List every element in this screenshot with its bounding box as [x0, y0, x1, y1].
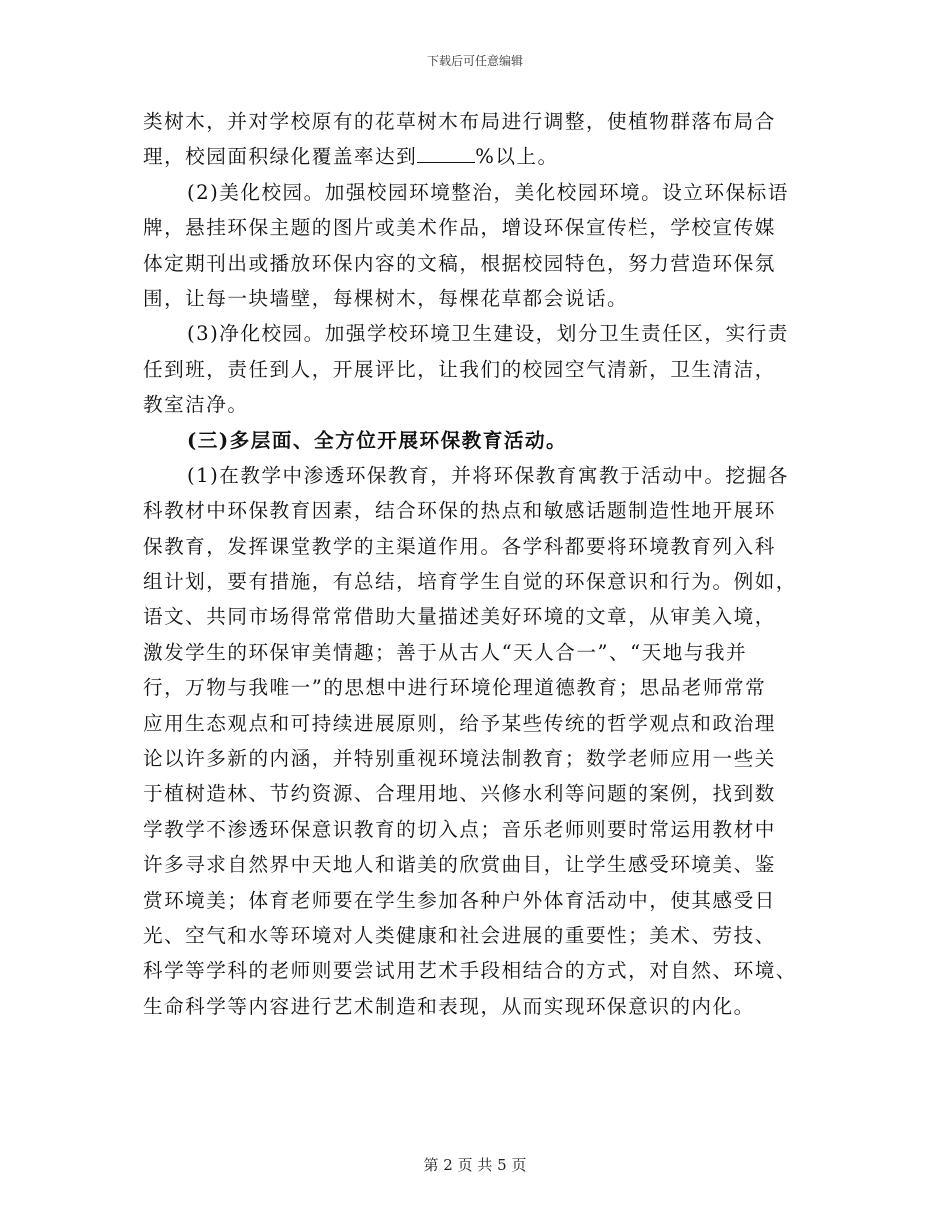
- text-line: 体定期刊出或播放环保内容的文稿，根据校园特色，努力营造环保氛: [143, 251, 776, 275]
- document-body: [143, 104, 813, 1024]
- text-line: 教室洁净。: [143, 393, 249, 417]
- page-header: 下载后可任意编辑: [426, 54, 523, 68]
- text-line: 应用生态观点和可持续进展原则，给予某些传统的哲学观点和政治理: [143, 711, 776, 735]
- text-line: 生命科学等内容进行艺术制造和表现，从而实现环保意识的内化。: [143, 994, 755, 1018]
- text-line: 任到班，责任到人，开展评比，让我们的校园空气清新，卫生清洁，: [143, 357, 776, 381]
- text-line: 牌，悬挂环保主题的图片或美术作品，增设环保宣传栏，学校宣传媒: [143, 216, 776, 240]
- text-line: 组计划，要有措施，有总结，培育学生自觉的环保意识和行为。例如，: [143, 570, 797, 594]
- text-fragment: 理，校园面积绿化覆盖率达到: [143, 145, 418, 169]
- text-line: 于植树造林、节约资源、合理用地、兴修水利等问题的案例，找到数: [143, 782, 776, 806]
- paragraph-start: (3)净化校园。加强学校环境卫生建设，划分卫生责任区，实行责: [187, 322, 789, 346]
- text-line: 行，万物与我唯一”的思想中进行环境伦理道德教育；思品老师常常: [143, 676, 767, 700]
- text-line: 保教育，发挥课堂教学的主渠道作用。各学科都要将环境教育列入科: [143, 534, 776, 558]
- text-line: 赏环境美；体育老师要在学生参加各种户外体育活动中，使其感受日: [143, 888, 776, 912]
- text-line: 论以许多新的内涵，并特别重视环境法制教育；数学老师应用一些关: [143, 747, 776, 771]
- text-line: 科教材中环保教育因素，结合环保的热点和敏感话题制造性地开展环: [143, 499, 776, 523]
- page-footer: 第 2 页 共 5 页: [423, 1156, 527, 1174]
- paragraph-start: (2)美化校园。加强校园环境整治，美化校园环境。设立环保标语: [187, 180, 789, 204]
- text-line: 科学等学科的老师则要尝试用艺术手段相结合的方式，对自然、环境、: [143, 959, 797, 983]
- section-heading: (三)多层面、全方位开展环保教育活动。: [187, 428, 568, 452]
- text-line: 类树木，并对学校原有的花草树木布局进行调整，使植物群落布局合: [143, 110, 776, 133]
- text-line: 激发学生的环保审美情趣；善于从古人“天人合一”、“天地与我并: [143, 640, 748, 664]
- paragraph-start: (1)在教学中渗透环保教育，并将环保教育寓教于活动中。挖掘各: [187, 463, 789, 487]
- text-line: 许多寻求自然界中天地人和谐美的欣赏曲目，让学生感受环境美、鉴: [143, 853, 776, 877]
- text-fragment: %以上。: [475, 145, 559, 169]
- text-line: 语文、共同市场得常常借助大量描述美好环境的文章，从审美入境，: [143, 605, 776, 629]
- text-line: 学教学不渗透环保意识教育的切入点；音乐老师则要时常运用教材中: [143, 817, 776, 841]
- text-line: 围，让每一块墙壁，每棵树木，每棵花草都会说话。: [143, 286, 629, 310]
- text-line: 光、空气和水等环境对人类健康和社会进展的重要性；美术、劳技、: [143, 923, 776, 947]
- fill-in-blank: [417, 144, 475, 163]
- text-line: [143, 139, 813, 174]
